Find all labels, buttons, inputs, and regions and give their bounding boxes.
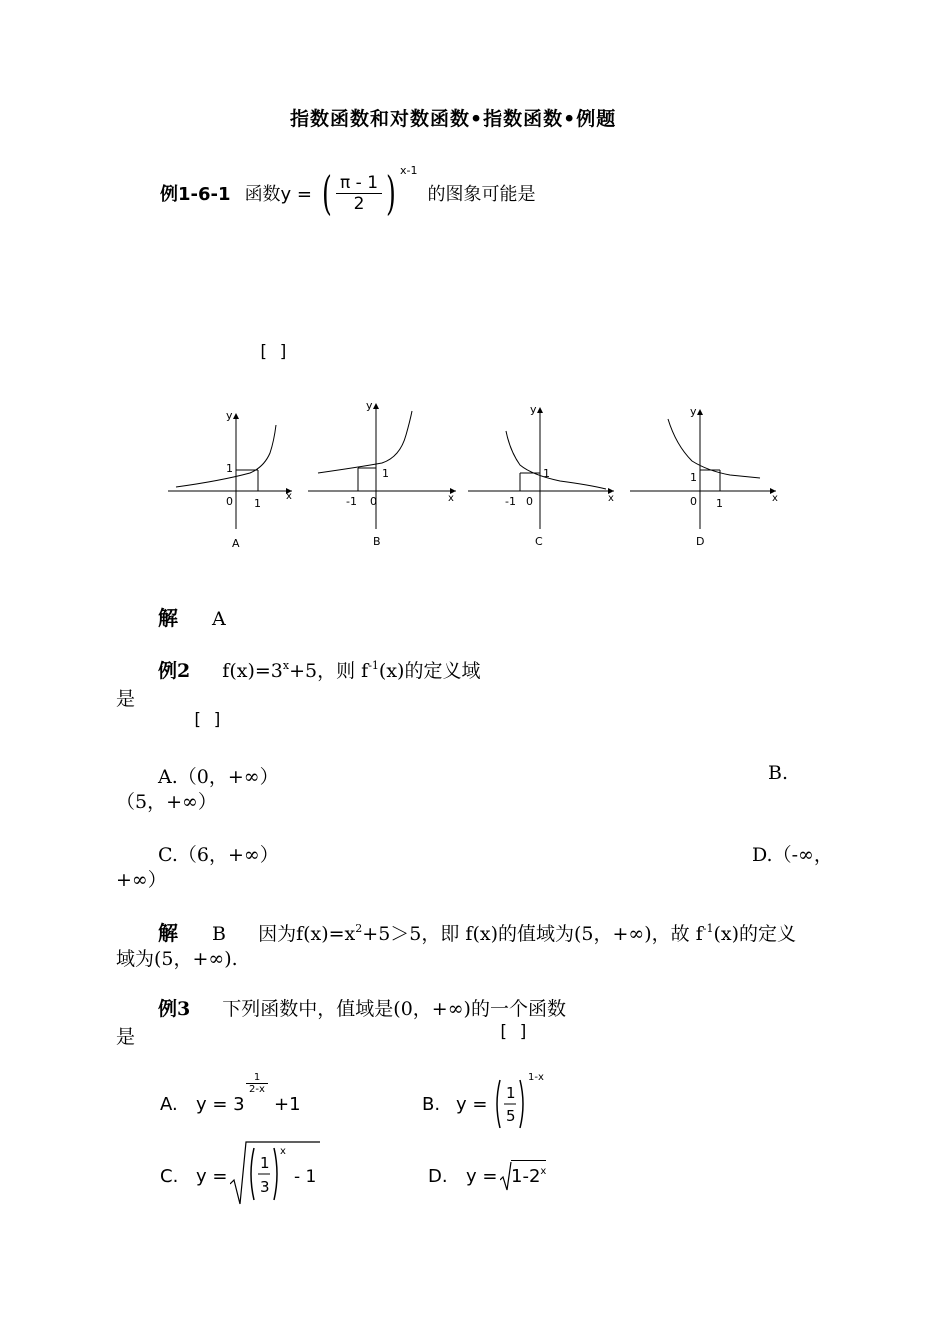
example-1-question: 的图象可能是 — [427, 184, 536, 205]
graph-c-caption: C — [535, 535, 543, 548]
option-a-label: A. — [160, 1094, 178, 1115]
option-a-base: y = 3 — [196, 1094, 245, 1115]
option-c-label: C. — [160, 1166, 179, 1187]
option-b-den: 5 — [506, 1107, 516, 1125]
right-paren: ) — [386, 166, 396, 220]
example-2-line2: 是 — [116, 688, 136, 710]
example-3-option-d — [428, 1158, 578, 1198]
graph-c — [468, 403, 614, 548]
fraction-numerator: π - 1 — [336, 173, 382, 194]
option-d-body: 1-2 — [511, 1166, 541, 1187]
answer-bracket-2: [ ] — [192, 710, 223, 730]
example-2-mid: +5，则 f — [289, 660, 369, 682]
option-d-pre: y = — [466, 1166, 498, 1187]
left-paren: ( — [322, 166, 332, 220]
example-2-option-a: A.（0，+∞） — [158, 766, 279, 788]
option-c-sqrt — [230, 1140, 322, 1210]
example-2-pre: f(x)=3 — [222, 660, 283, 682]
option-a-exponent — [246, 1072, 268, 1095]
example-2-sup: x — [282, 659, 290, 672]
answer-2-s1: 2 — [355, 922, 363, 935]
option-c-tail: - 1 — [294, 1167, 317, 1187]
example-3 — [158, 994, 566, 1021]
graph-d-x1-label: 1 — [716, 497, 723, 510]
example-3-label: 例3 — [158, 998, 191, 1020]
answer-2-t2: +5＞5，即 f(x)的值域为(5，+∞)，故 f — [362, 923, 703, 945]
graph-a-x-label: x — [286, 491, 292, 502]
graph-a-1-label: 1 — [226, 462, 233, 475]
graph-c-origin: 0 — [526, 495, 533, 508]
answer-bracket-3: [ ] — [498, 1022, 529, 1042]
graph-c-x-label: x — [608, 493, 614, 504]
option-a-tail: +1 — [274, 1094, 301, 1115]
option-c-num: 1 — [260, 1154, 270, 1172]
example-3-option-b — [422, 1070, 582, 1134]
answer-2-value: B — [212, 923, 227, 945]
fraction — [336, 173, 382, 214]
example-2-post: (x)的定义域 — [378, 660, 481, 682]
graph-d-x-label: x — [772, 493, 778, 504]
answer-1 — [158, 602, 226, 631]
example-2-option-b-value: （5，+∞） — [116, 791, 217, 813]
example-3-line2: 是 — [116, 1026, 136, 1048]
graph-a-y-label: y — [226, 409, 233, 422]
answer-2-label: 解 — [158, 921, 178, 945]
example-2-option-c: C.（6，+∞） — [158, 844, 279, 866]
example-2-sup2: -1 — [368, 659, 379, 672]
graph-b-caption: B — [373, 535, 381, 548]
answer-1-label: 解 — [158, 606, 178, 630]
example-2 — [158, 656, 480, 683]
option-b-num: 1 — [506, 1084, 516, 1102]
option-b-pre: y = — [456, 1094, 488, 1115]
graph-b-x-label: x — [448, 493, 454, 504]
option-d-body-wrap — [511, 1160, 546, 1187]
example-3-text: 下列函数中，值域是(0，+∞)的一个函数 — [222, 998, 566, 1020]
option-c-pre: y = — [196, 1166, 228, 1187]
option-d-label: D. — [428, 1166, 448, 1187]
graph-c-1-label: 1 — [543, 467, 550, 480]
graph-a — [168, 409, 292, 550]
page-title: 指数函数和对数函数•指数函数•例题 — [290, 108, 617, 130]
fraction-denominator: 2 — [353, 193, 365, 214]
graph-a-origin: 0 — [226, 495, 233, 508]
graph-d-y-label: y — [690, 405, 697, 418]
option-a-exp-num: 1 — [246, 1072, 268, 1084]
example-2-option-d-value: +∞） — [116, 869, 167, 891]
answer-2 — [158, 917, 796, 946]
example-1-text: 函数y = — [244, 184, 313, 205]
graph-d-caption: D — [696, 535, 705, 548]
graph-a-x1-label: 1 — [254, 497, 261, 510]
graph-b-1-label: 1 — [382, 467, 389, 480]
answer-1-value: A — [212, 608, 226, 630]
graph-b-y-label: y — [366, 399, 373, 412]
option-a-exp-den: 2-x — [249, 1084, 265, 1095]
graphs-figure — [160, 395, 790, 555]
graph-d-1-label: 1 — [690, 471, 697, 484]
graph-b-xneg1-label: -1 — [346, 495, 357, 508]
example-1 — [160, 164, 536, 230]
graph-d — [630, 405, 778, 548]
graph-d-origin: 0 — [690, 495, 697, 508]
graph-b — [308, 399, 456, 548]
option-c-den: 3 — [260, 1178, 270, 1196]
graph-c-xneg1-label: -1 — [505, 495, 516, 508]
answer-2-line2: 域为(5，+∞). — [116, 948, 238, 970]
option-c-exp: x — [280, 1146, 286, 1157]
example-1-label: 例1-6-1 — [160, 184, 231, 205]
option-b-label: B. — [422, 1094, 441, 1115]
example-3-option-c — [160, 1140, 360, 1210]
graph-a-caption: A — [232, 537, 240, 550]
graph-c-y-label: y — [530, 403, 537, 416]
answer-2-t1: 因为f(x)=x — [258, 923, 356, 945]
example-2-option-d-label: D.（-∞， — [752, 844, 833, 866]
option-b-exp: 1-x — [528, 1072, 544, 1083]
option-b-paren-fraction — [492, 1076, 528, 1132]
answer-bracket-1: [ ] — [258, 342, 289, 362]
answer-2-t3: (x)的定义 — [713, 923, 796, 945]
example-2-option-b-label: B. — [768, 762, 789, 784]
option-d-exp: x — [540, 1166, 547, 1177]
example-2-label: 例2 — [158, 660, 191, 682]
answer-2-s2: -1 — [702, 922, 714, 935]
graph-b-origin: 0 — [370, 495, 377, 508]
exponent: x-1 — [399, 164, 418, 177]
